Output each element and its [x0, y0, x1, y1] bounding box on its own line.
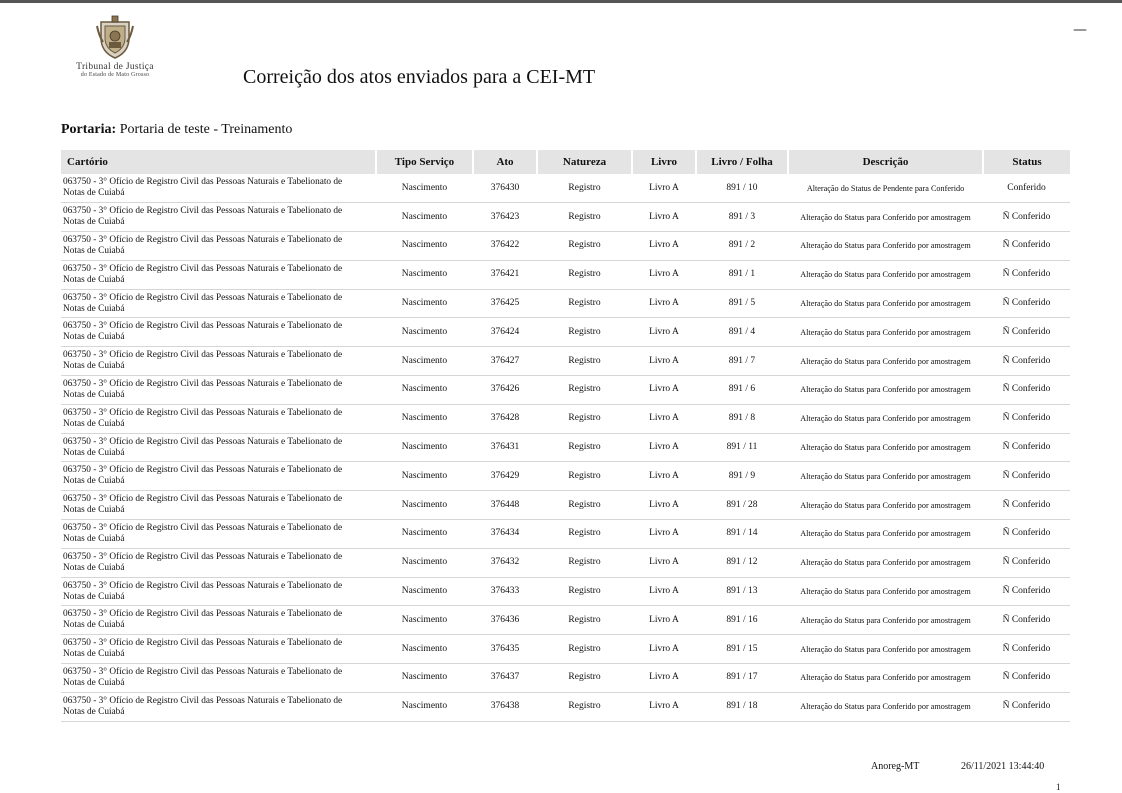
- cell-descricao: Alteração do Status para Conferido por amostragem: [788, 606, 983, 635]
- cell-livro: Livro A: [632, 491, 696, 520]
- cell-descricao: Alteração do Status para Conferido por amostragem: [788, 376, 983, 405]
- cell-ato: 376433: [473, 577, 537, 606]
- cell-status: Ñ Conferido: [983, 635, 1070, 664]
- cell-tipo-servico: Nascimento: [376, 635, 473, 664]
- cell-status: Ñ Conferido: [983, 376, 1070, 405]
- cell-ato: 376438: [473, 692, 537, 721]
- cell-tipo-servico: Nascimento: [376, 433, 473, 462]
- table-row: [61, 232, 1070, 261]
- cell-ato: 376448: [473, 491, 537, 520]
- table-row: [61, 577, 1070, 606]
- cell-tipo-servico: Nascimento: [376, 491, 473, 520]
- cell-tipo-servico: Nascimento: [376, 520, 473, 549]
- cell-natureza: Registro: [537, 174, 632, 203]
- table-row: [61, 174, 1070, 203]
- cell-ato: 376430: [473, 174, 537, 203]
- cell-tipo-servico: Nascimento: [376, 347, 473, 376]
- cell-tipo-servico: Nascimento: [376, 692, 473, 721]
- tjmt-logo: [62, 14, 168, 84]
- cell-cartorio: 063750 - 3° Ofício de Registro Civil das Pessoas Naturais e Tabelionato de Notas de Cuiabá: [61, 376, 376, 405]
- cell-livro: Livro A: [632, 347, 696, 376]
- cell-livro-folha: 891 / 14: [696, 520, 788, 549]
- cell-livro: Livro A: [632, 376, 696, 405]
- header-natureza: Natureza: [537, 150, 632, 174]
- cell-livro-folha: 891 / 10: [696, 174, 788, 203]
- cell-livro: Livro A: [632, 548, 696, 577]
- header-cartorio: Cartório: [61, 150, 376, 174]
- cell-tipo-servico: Nascimento: [376, 462, 473, 491]
- cell-livro: Livro A: [632, 635, 696, 664]
- cell-natureza: Registro: [537, 462, 632, 491]
- table-row: [61, 664, 1070, 693]
- cell-descricao: Alteração do Status para Conferido por amostragem: [788, 347, 983, 376]
- cell-ato: 376437: [473, 664, 537, 693]
- table-row: [61, 347, 1070, 376]
- cell-status: Ñ Conferido: [983, 404, 1070, 433]
- cell-livro-folha: 891 / 18: [696, 692, 788, 721]
- header-tipo-servico: Tipo Serviço: [376, 150, 473, 174]
- cell-cartorio: 063750 - 3° Ofício de Registro Civil das Pessoas Naturais e Tabelionato de Notas de Cuiabá: [61, 692, 376, 721]
- cell-livro: Livro A: [632, 577, 696, 606]
- table-row: [61, 376, 1070, 405]
- cell-natureza: Registro: [537, 260, 632, 289]
- cell-descricao: Alteração do Status para Conferido por amostragem: [788, 318, 983, 347]
- cell-livro: Livro A: [632, 606, 696, 635]
- table-row: [61, 520, 1070, 549]
- cell-natureza: Registro: [537, 692, 632, 721]
- header-descricao: Descrição: [788, 150, 983, 174]
- cell-tipo-servico: Nascimento: [376, 548, 473, 577]
- cell-natureza: Registro: [537, 347, 632, 376]
- table-header-row: [61, 150, 1070, 174]
- cell-livro-folha: 891 / 11: [696, 433, 788, 462]
- cell-ato: 376426: [473, 376, 537, 405]
- cell-livro: Livro A: [632, 203, 696, 232]
- cell-status: Ñ Conferido: [983, 289, 1070, 318]
- header-livro-folha: Livro / Folha: [696, 150, 788, 174]
- cell-cartorio: 063750 - 3° Ofício de Registro Civil das Pessoas Naturais e Tabelionato de Notas de Cuiabá: [61, 260, 376, 289]
- cell-livro: Livro A: [632, 433, 696, 462]
- cell-tipo-servico: Nascimento: [376, 289, 473, 318]
- cell-livro: Livro A: [632, 664, 696, 693]
- top-border-line: [0, 0, 1122, 3]
- table-row: [61, 433, 1070, 462]
- cell-cartorio: 063750 - 3° Ofício de Registro Civil das Pessoas Naturais e Tabelionato de Notas de Cuiabá: [61, 520, 376, 549]
- logo-line-1: Tribunal de Justiça: [76, 62, 154, 72]
- cell-livro-folha: 891 / 8: [696, 404, 788, 433]
- cell-natureza: Registro: [537, 289, 632, 318]
- cell-natureza: Registro: [537, 203, 632, 232]
- cell-tipo-servico: Nascimento: [376, 318, 473, 347]
- page-number: 1: [1056, 782, 1061, 792]
- cell-ato: 376428: [473, 404, 537, 433]
- cell-ato: 376432: [473, 548, 537, 577]
- cell-natureza: Registro: [537, 664, 632, 693]
- cell-descricao: Alteração do Status para Conferido por amostragem: [788, 548, 983, 577]
- cell-status: Ñ Conferido: [983, 347, 1070, 376]
- cell-cartorio: 063750 - 3° Ofício de Registro Civil das Pessoas Naturais e Tabelionato de Notas de Cuiabá: [61, 664, 376, 693]
- cell-tipo-servico: Nascimento: [376, 232, 473, 261]
- cell-status: Ñ Conferido: [983, 462, 1070, 491]
- cell-natureza: Registro: [537, 548, 632, 577]
- cell-tipo-servico: Nascimento: [376, 577, 473, 606]
- table-row: [61, 606, 1070, 635]
- cell-ato: 376422: [473, 232, 537, 261]
- footer-org: Anoreg-MT: [871, 761, 920, 772]
- cell-ato: 376429: [473, 462, 537, 491]
- cell-cartorio: 063750 - 3° Ofício de Registro Civil das Pessoas Naturais e Tabelionato de Notas de Cuiabá: [61, 203, 376, 232]
- cell-ato: 376434: [473, 520, 537, 549]
- cell-descricao: Alteração do Status para Conferido por amostragem: [788, 520, 983, 549]
- cell-cartorio: 063750 - 3° Ofício de Registro Civil das Pessoas Naturais e Tabelionato de Notas de Cuiabá: [61, 232, 376, 261]
- cell-status: Ñ Conferido: [983, 232, 1070, 261]
- cell-status: Ñ Conferido: [983, 692, 1070, 721]
- header-status: Status: [983, 150, 1070, 174]
- cell-tipo-servico: Nascimento: [376, 606, 473, 635]
- cell-natureza: Registro: [537, 606, 632, 635]
- cell-ato: 376427: [473, 347, 537, 376]
- cell-livro-folha: 891 / 5: [696, 289, 788, 318]
- table-row: [61, 548, 1070, 577]
- cell-cartorio: 063750 - 3° Ofício de Registro Civil das Pessoas Naturais e Tabelionato de Notas de Cuiabá: [61, 462, 376, 491]
- cell-livro-folha: 891 / 7: [696, 347, 788, 376]
- cell-livro: Livro A: [632, 174, 696, 203]
- cell-livro-folha: 891 / 15: [696, 635, 788, 664]
- cell-cartorio: 063750 - 3° Ofício de Registro Civil das Pessoas Naturais e Tabelionato de Notas de Cuiabá: [61, 577, 376, 606]
- logo-line-2: do Estado de Mato Grosso: [80, 72, 150, 78]
- table-row: [61, 289, 1070, 318]
- table-row: [61, 462, 1070, 491]
- cell-natureza: Registro: [537, 520, 632, 549]
- table-row: [61, 692, 1070, 721]
- cell-descricao: Alteração do Status para Conferido por amostragem: [788, 289, 983, 318]
- footer-datetime: 26/11/2021 13:44:40: [961, 761, 1045, 772]
- cell-ato: 376435: [473, 635, 537, 664]
- portaria-value: Portaria de teste - Treinamento: [119, 122, 293, 137]
- header-livro: Livro: [632, 150, 696, 174]
- cell-livro-folha: 891 / 6: [696, 376, 788, 405]
- cell-cartorio: 063750 - 3° Ofício de Registro Civil das Pessoas Naturais e Tabelionato de Notas de Cuiabá: [61, 635, 376, 664]
- cell-natureza: Registro: [537, 404, 632, 433]
- cell-status: Ñ Conferido: [983, 577, 1070, 606]
- cell-descricao: Alteração do Status para Conferido por amostragem: [788, 203, 983, 232]
- cell-descricao: Alteração do Status para Conferido por amostragem: [788, 577, 983, 606]
- cell-cartorio: 063750 - 3° Ofício de Registro Civil das Pessoas Naturais e Tabelionato de Notas de Cuiabá: [61, 606, 376, 635]
- minimize-icon[interactable]: —: [1073, 22, 1087, 38]
- cell-livro-folha: 891 / 4: [696, 318, 788, 347]
- cell-tipo-servico: Nascimento: [376, 376, 473, 405]
- cell-descricao: Alteração do Status de Pendente para Conferido: [788, 174, 983, 203]
- cell-status: Conferido: [983, 174, 1070, 203]
- header-ato: Ato: [473, 150, 537, 174]
- cell-tipo-servico: Nascimento: [376, 404, 473, 433]
- table-row: [61, 635, 1070, 664]
- cell-livro: Livro A: [632, 462, 696, 491]
- atos-table: [61, 150, 1070, 722]
- cell-livro: Livro A: [632, 520, 696, 549]
- cell-cartorio: 063750 - 3° Ofício de Registro Civil das Pessoas Naturais e Tabelionato de Notas de Cuiabá: [61, 174, 376, 203]
- cell-livro-folha: 891 / 13: [696, 577, 788, 606]
- cell-cartorio: 063750 - 3° Ofício de Registro Civil das Pessoas Naturais e Tabelionato de Notas de Cuiabá: [61, 289, 376, 318]
- cell-livro: Livro A: [632, 318, 696, 347]
- cell-status: Ñ Conferido: [983, 548, 1070, 577]
- cell-descricao: Alteração do Status para Conferido por amostragem: [788, 232, 983, 261]
- cell-status: Ñ Conferido: [983, 260, 1070, 289]
- cell-status: Ñ Conferido: [983, 318, 1070, 347]
- cell-natureza: Registro: [537, 433, 632, 462]
- cell-status: Ñ Conferido: [983, 520, 1070, 549]
- cell-ato: 376423: [473, 203, 537, 232]
- cell-descricao: Alteração do Status para Conferido por amostragem: [788, 404, 983, 433]
- cell-descricao: Alteração do Status para Conferido por amostragem: [788, 692, 983, 721]
- cell-status: Ñ Conferido: [983, 664, 1070, 693]
- cell-livro: Livro A: [632, 260, 696, 289]
- cell-natureza: Registro: [537, 232, 632, 261]
- cell-descricao: Alteração do Status para Conferido por amostragem: [788, 260, 983, 289]
- cell-cartorio: 063750 - 3° Ofício de Registro Civil das Pessoas Naturais e Tabelionato de Notas de Cuiabá: [61, 347, 376, 376]
- cell-ato: 376424: [473, 318, 537, 347]
- coat-of-arms-icon: [95, 14, 135, 60]
- page-title: Correição dos atos enviados para a CEI-MT: [243, 66, 596, 88]
- cell-livro-folha: 891 / 3: [696, 203, 788, 232]
- table-row: [61, 260, 1070, 289]
- cell-ato: 376425: [473, 289, 537, 318]
- cell-cartorio: 063750 - 3° Ofício de Registro Civil das Pessoas Naturais e Tabelionato de Notas de Cuiabá: [61, 404, 376, 433]
- cell-livro: Livro A: [632, 692, 696, 721]
- cell-ato: 376436: [473, 606, 537, 635]
- cell-ato: 376431: [473, 433, 537, 462]
- table-row: [61, 404, 1070, 433]
- cell-cartorio: 063750 - 3° Ofício de Registro Civil das Pessoas Naturais e Tabelionato de Notas de Cuiabá: [61, 318, 376, 347]
- cell-descricao: Alteração do Status para Conferido por amostragem: [788, 433, 983, 462]
- cell-livro-folha: 891 / 9: [696, 462, 788, 491]
- cell-ato: 376421: [473, 260, 537, 289]
- cell-livro-folha: 891 / 1: [696, 260, 788, 289]
- cell-status: Ñ Conferido: [983, 606, 1070, 635]
- portaria-label: Portaria:: [61, 122, 117, 137]
- cell-cartorio: 063750 - 3° Ofício de Registro Civil das Pessoas Naturais e Tabelionato de Notas de Cuiabá: [61, 433, 376, 462]
- cell-status: Ñ Conferido: [983, 433, 1070, 462]
- cell-livro: Livro A: [632, 404, 696, 433]
- table-row: [61, 491, 1070, 520]
- cell-tipo-servico: Nascimento: [376, 203, 473, 232]
- cell-natureza: Registro: [537, 318, 632, 347]
- cell-livro-folha: 891 / 28: [696, 491, 788, 520]
- table-row: [61, 203, 1070, 232]
- cell-tipo-servico: Nascimento: [376, 664, 473, 693]
- cell-descricao: Alteração do Status para Conferido por amostragem: [788, 491, 983, 520]
- cell-cartorio: 063750 - 3° Ofício de Registro Civil das Pessoas Naturais e Tabelionato de Notas de Cuiabá: [61, 491, 376, 520]
- cell-tipo-servico: Nascimento: [376, 260, 473, 289]
- cell-tipo-servico: Nascimento: [376, 174, 473, 203]
- portaria-line: [61, 122, 292, 138]
- cell-livro-folha: 891 / 2: [696, 232, 788, 261]
- cell-natureza: Registro: [537, 491, 632, 520]
- table-body: [61, 174, 1070, 721]
- table-row: [61, 318, 1070, 347]
- cell-livro: Livro A: [632, 232, 696, 261]
- cell-status: Ñ Conferido: [983, 491, 1070, 520]
- cell-descricao: Alteração do Status para Conferido por amostragem: [788, 635, 983, 664]
- cell-livro-folha: 891 / 17: [696, 664, 788, 693]
- cell-livro: Livro A: [632, 289, 696, 318]
- cell-natureza: Registro: [537, 376, 632, 405]
- cell-natureza: Registro: [537, 635, 632, 664]
- cell-livro-folha: 891 / 16: [696, 606, 788, 635]
- cell-descricao: Alteração do Status para Conferido por amostragem: [788, 664, 983, 693]
- cell-status: Ñ Conferido: [983, 203, 1070, 232]
- cell-livro-folha: 891 / 12: [696, 548, 788, 577]
- cell-natureza: Registro: [537, 577, 632, 606]
- cell-descricao: Alteração do Status para Conferido por amostragem: [788, 462, 983, 491]
- cell-cartorio: 063750 - 3° Ofício de Registro Civil das Pessoas Naturais e Tabelionato de Notas de Cuiabá: [61, 548, 376, 577]
